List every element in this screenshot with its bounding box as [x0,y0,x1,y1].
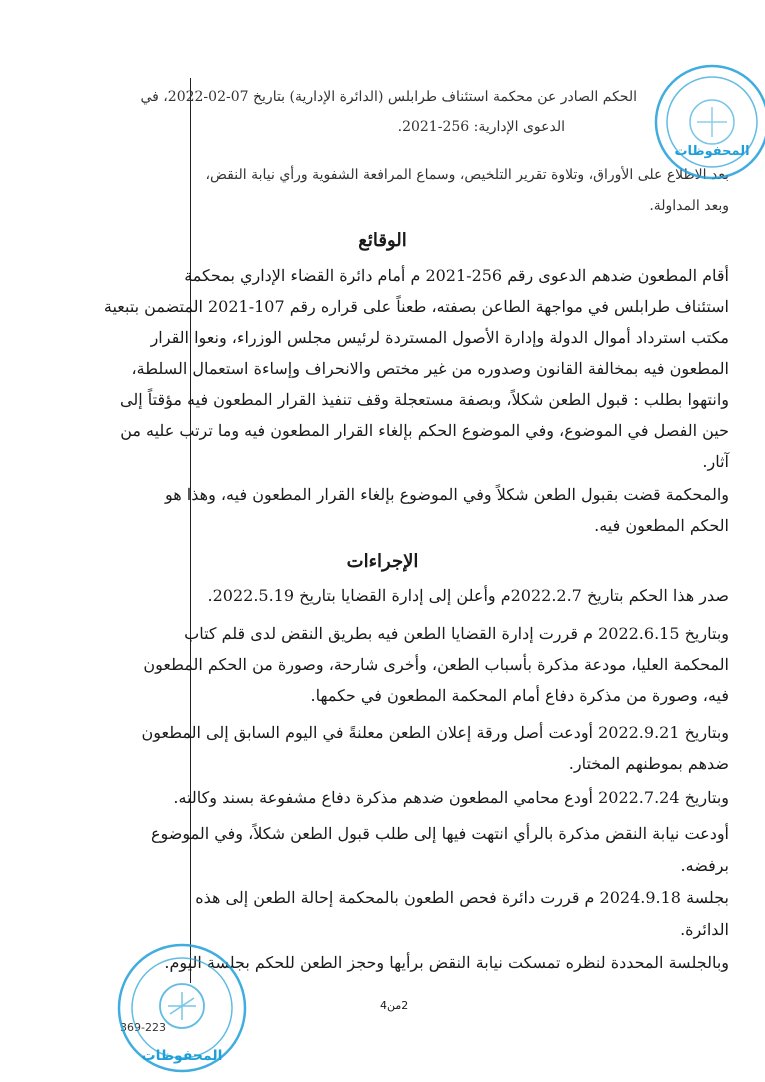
procedures-line: صدر هذا الحكم بتاريخ 2022.2.7م وأعلن إلى إدارة القضايا بتاريخ 2022.5.19. [207,586,729,605]
procedures-line: وبتاريخ 2022.6.15 م قررت إدارة القضايا الطعن فيه بطريق النقض لدى قلم كتاب [184,624,729,643]
facts-line: مكتب استرداد أموال الدولة وإدارة الأصول المستردة لرئيس مجلس الوزراء، ونعوا القرار [150,328,729,347]
reference-number: 369-223 [120,1021,166,1034]
facts-line: آثار. [702,452,729,471]
procedures-line: وبتاريخ 2022.9.21 أودعت أصل ورقة إعلان الطعن معلنةً في اليوم السابق إلى المطعون [141,723,729,742]
stamp-seal-icon [652,62,765,182]
stamp-bottom-text: المحفوظات [141,1048,223,1064]
procedures-line: وبتاريخ 2022.7.24 أودع محامي المطعون ضدهم مذكرة دفاع مشفوعة بسند وكالته. [173,788,729,807]
procedures-line: بجلسة 2024.9.18 م قررت دائرة فحص الطعون بالمحكمة إحالة الطعن إلى هذه [195,888,729,907]
facts-line: استئناف طرابلس في مواجهة الطاعن بصفته، طعناً على قراره رقم 107-2021 المتضمن بتبعية [103,297,729,316]
procedures-title: الإجراءات [346,551,419,572]
procedures-line: الدائرة. [680,920,729,939]
procedures-line: وبالجلسة المحددة لنظره تمسكت نيابة النقض برأيها وحجز الطعن للحكم بجلسة اليوم. [164,953,729,972]
facts-line: حين الفصل في الموضوع، وفي الموضوع الحكم بإلغاء القرار المطعون فيه وما ترتب عليه من [120,421,729,440]
facts-line: الحكم المطعون فيه. [594,516,729,535]
header-line-1: الحكم الصادر عن محكمة استئناف طرابلس (الدائرة الإدارية) بتاريخ 07-02-2022، في [140,89,637,105]
archive-stamp-bottom [114,940,250,1076]
margin-line [190,78,191,983]
preamble-line-2: وبعد المداولة. [649,198,729,214]
preamble-line-1: بعد الاطلاع على الأوراق، وتلاوة تقرير التلخيص، وسماع المرافعة الشفوية ورأي نيابة النقض، [205,167,729,183]
archive-stamp-top [652,62,765,182]
procedures-line: أودعت نيابة النقض مذكرة بالرأي انتهت فيها إلى طلب قبول الطعن شكلاً، وفي الموضوع [150,824,729,843]
header-line-2: الدعوى الإدارية: 256-2021. [397,119,565,135]
facts-line: أقام المطعون ضدهم الدعوى رقم 256-2021 م أمام دائرة القضاء الإداري بمحكمة [184,266,729,285]
facts-line: وانتهوا بطلب : قبول الطعن شكلاً، وبصفة مستعجلة وقف تنفيذ القرار المطعون فيه مؤقتاً إلى [120,390,729,409]
procedures-line: برفضه. [680,856,729,875]
stamp-top-text: المحفوظات [674,144,750,159]
procedures-line: ضدهم بموطنهم المختار. [568,754,729,773]
procedures-line: المحكمة العليا، مودعة مذكرة بأسباب الطعن، وأخرى شارحة، وصورة من الحكم المطعون [143,655,729,674]
facts-line: المطعون فيه بمخالفة القانون وصدوره من غير مختص والانحراف وإساءة استعمال السلطة، [131,359,729,378]
facts-line: والمحكمة قضت بقبول الطعن شكلاً وفي الموضوع بإلغاء القرار المطعون فيه، وهذا هو [165,485,729,504]
procedures-line: فيه، وصورة من مذكرة دفاع أمام المحكمة المطعون في حكمها. [310,686,729,705]
page-number: 2من4 [380,999,409,1012]
facts-title: الوقائع [358,230,407,251]
